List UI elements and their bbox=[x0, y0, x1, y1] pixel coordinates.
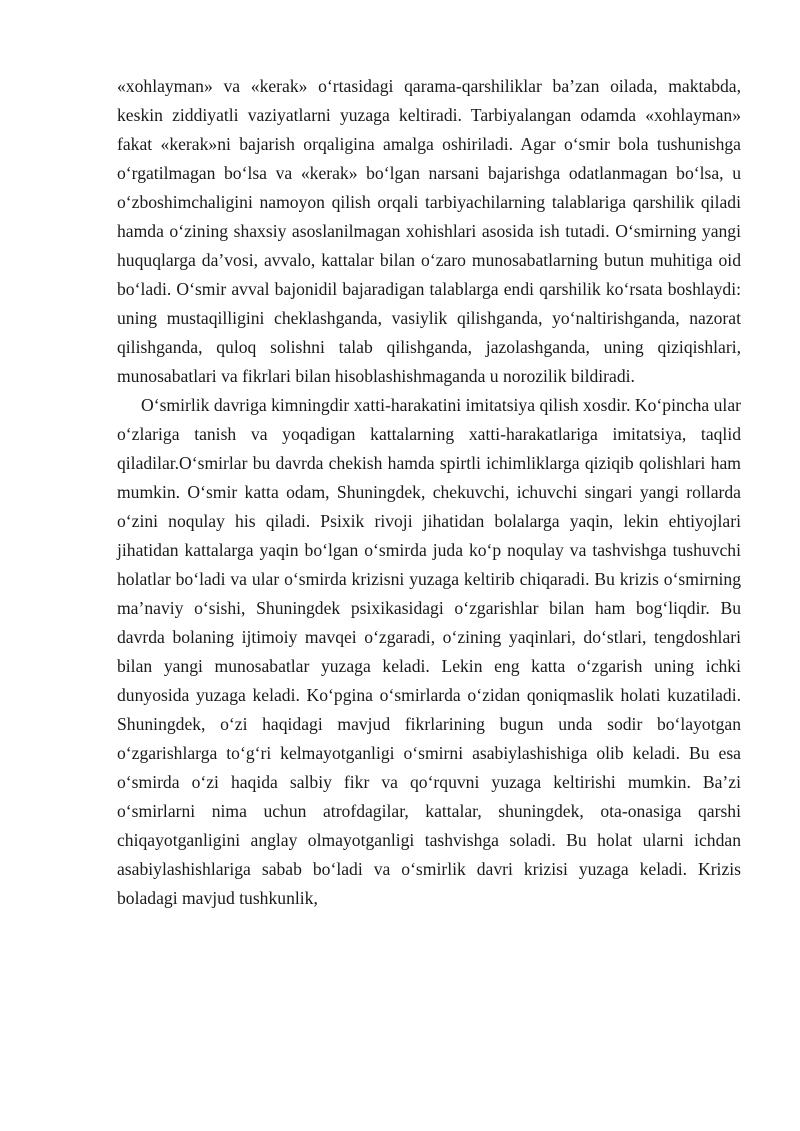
paragraph-1: «xohlayman» va «kerak» o‘rtasidagi qarama-qarshiliklar ba’zan oilada, maktabda, keskin ziddiyatli vaziyatlarni yuzaga keltiradi. Tarbiyalangan odamda «xohlayman» fakat «kerak»ni bajarish orqaligina amalga oshiriladi. Agar o‘smir bola tushunishga o‘rgatilmagan bo‘lsa va «kerak» bo‘lgan narsani bajarishga odatlanmagan bo‘lsa, u o‘zboshimchaligini namoyon qilish orqali tarbiyachilarning talablariga qarshilik qiladi hamda o‘zining shaxsiy asoslanilmagan xohishlari asosida ish tutadi. O‘smirning yangi huquqlarga da’vosi, avvalo, kattalar bilan o‘zaro munosabatlarning butun muhitiga oid bo‘ladi. O‘smir avval bajonidil bajaradigan talablarga endi qarshilik ko‘rsata boshlaydi: uning mustaqilligini cheklashganda, vasiylik qilishganda, yo‘naltirishganda, nazorat qilishganda, quloq solishni talab qilishganda, jazolashganda, uning qiziqishlari, munosabatlari va fikrlari bilan hisoblashishmaganda u norozilik bildiradi. bbox=[117, 76, 741, 386]
paragraph-2: O‘smirlik davriga kimningdir xatti-harakatini imitatsiya qilish xosdir. Ko‘pincha ular o‘zlariga tanish va yoqadigan kattalarning xatti-harakatlariga imitatsiya, taqlid qiladilar.O‘smirlar bu davrda chekish hamda spirtli ichimliklarga qiziqib qolishlari ham mumkin. O‘smir katta odam, Shuningdek, chekuvchi, ichuvchi singari yangi rollarda o‘zini noqulay his qiladi. Psixik rivoji jihatidan bolalarga yaqin, lekin ehtiyojlari jihatidan kattalarga yaqin bo‘lgan o‘smirda juda ko‘p noqulay va tashvishga tushuvchi holatlar bo‘ladi va ular o‘smirda krizisni yuzaga keltirib chiqaradi. Bu krizis o‘smirning ma’naviy o‘sishi, Shuningdek psixikasidagi o‘zgarishlar bilan ham bog‘liqdir. Bu davrda bolaning ijtimoiy mavqei o‘zgaradi, o‘zining yaqinlari, do‘stlari, tengdoshlari bilan yangi munosabatlar yuzaga keladi. Lekin eng katta o‘zgarish uning ichki dunyosida yuzaga keladi. Ko‘pgina o‘smirlarda o‘zidan qoniqmaslik holati kuzatiladi. Shuningdek, o‘zi haqidagi mavjud fikrlarining bugun unda sodir bo‘layotgan o‘zgarishlarga to‘g‘ri kelmayotganligi o‘smirni asabiylashishiga olib keladi. Bu esa o‘smirda o‘zi haqida salbiy fikr va qo‘rquvni yuzaga keltirishi mumkin. Ba’zi o‘smirlarni nima uchun atrofdagilar, kattalar, shuningdek, ota-onasiga qarshi chiqayotganligini anglay olmayotganligi tashvishga soladi. Bu holat ularni ichdan asabiylashishlariga sabab bo‘ladi va o‘smirlik davri krizisi yuzaga keladi. Krizis boladagi mavjud tushkunlik, bbox=[117, 395, 741, 908]
body-text bbox=[117, 72, 741, 913]
